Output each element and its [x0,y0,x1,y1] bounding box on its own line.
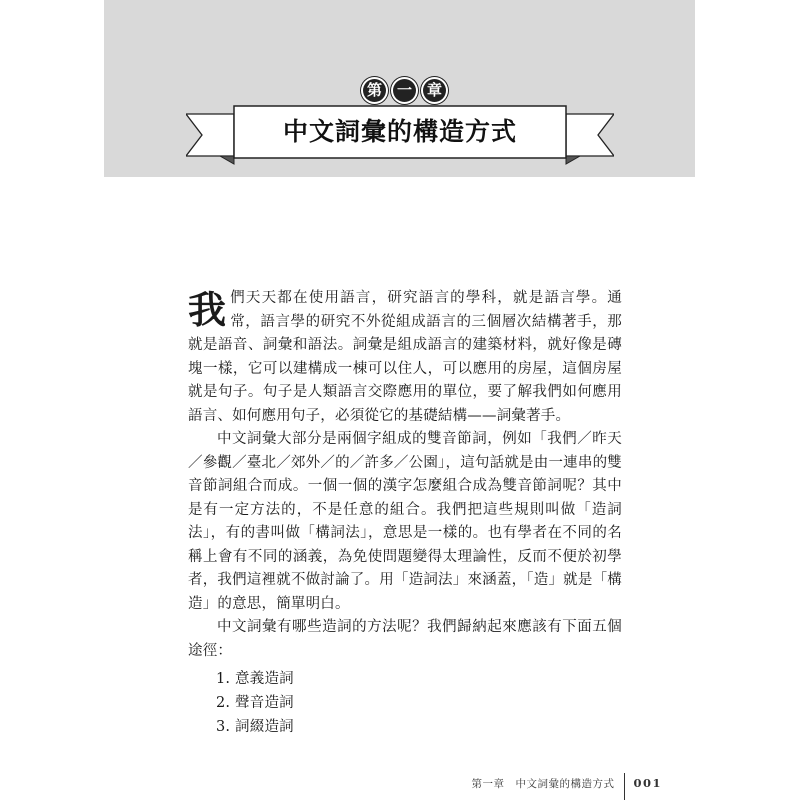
list-item: 1. 意義造詞 [216,671,294,687]
list-item: 2. 聲音造詞 [216,695,294,711]
body-text [188,287,622,739]
chapter-label-char: 章 [423,79,446,102]
chapter-title-ribbon [186,102,614,168]
chapter-label-char: 一 [393,79,416,102]
chapter-label-char: 第 [363,79,386,102]
method-list [188,667,622,739]
footer-divider [624,773,625,800]
paragraph: 中文詞彙有哪些造詞的方法呢？我們歸納起來應該有下面五個途徑： [188,619,622,659]
paragraph-text: 們天天都在使用語言，研究語言的學科，就是語言學。通常，語言學的研究不外從組成語言的三個層次結構著手，那就是語音、詞彙和語法。詞彙是組成語言的建築材料，就好像是磚塊一樣，它可以建構成一棟可以住人，可以應用的房屋，這個房屋就是句子。句子是人類語言交際應用的單位，要了解我們如何應用語言、如何應用句子，必須從它的基礎結構——詞彙著手。 [188,290,622,424]
paragraph [188,287,622,428]
list-item: 3. 詞綴造詞 [216,719,294,735]
page-number: 001 [633,776,662,790]
running-head: 第一章 中文詞彙的構造方式 [471,777,615,790]
paragraph: 中文詞彙大部分是兩個字組成的雙音節詞，例如「我們／昨天／參觀／臺北／郊外／的／許多／公園」，這句話就是由一連串的雙音節詞組合而成。一個一個的漢字怎麼組合成為雙音節詞呢？其中是有一定方法的，不是任意的組合。我們把這些規則叫做「造詞法」，有的書叫做「構詞法」，意思是一樣的。也有學者在不同的名稱上會有不同的涵義，為免使問題變得太理論性，反而不便於初學者，我們這裡就不做討論了。用「造詞法」來涵蓋，「造」就是「構造」的意思，簡單明白。 [188,431,622,612]
chapter-title: 中文詞彙的構造方式 [282,117,517,146]
page-footer [471,757,662,800]
drop-cap: 我 [188,287,227,332]
